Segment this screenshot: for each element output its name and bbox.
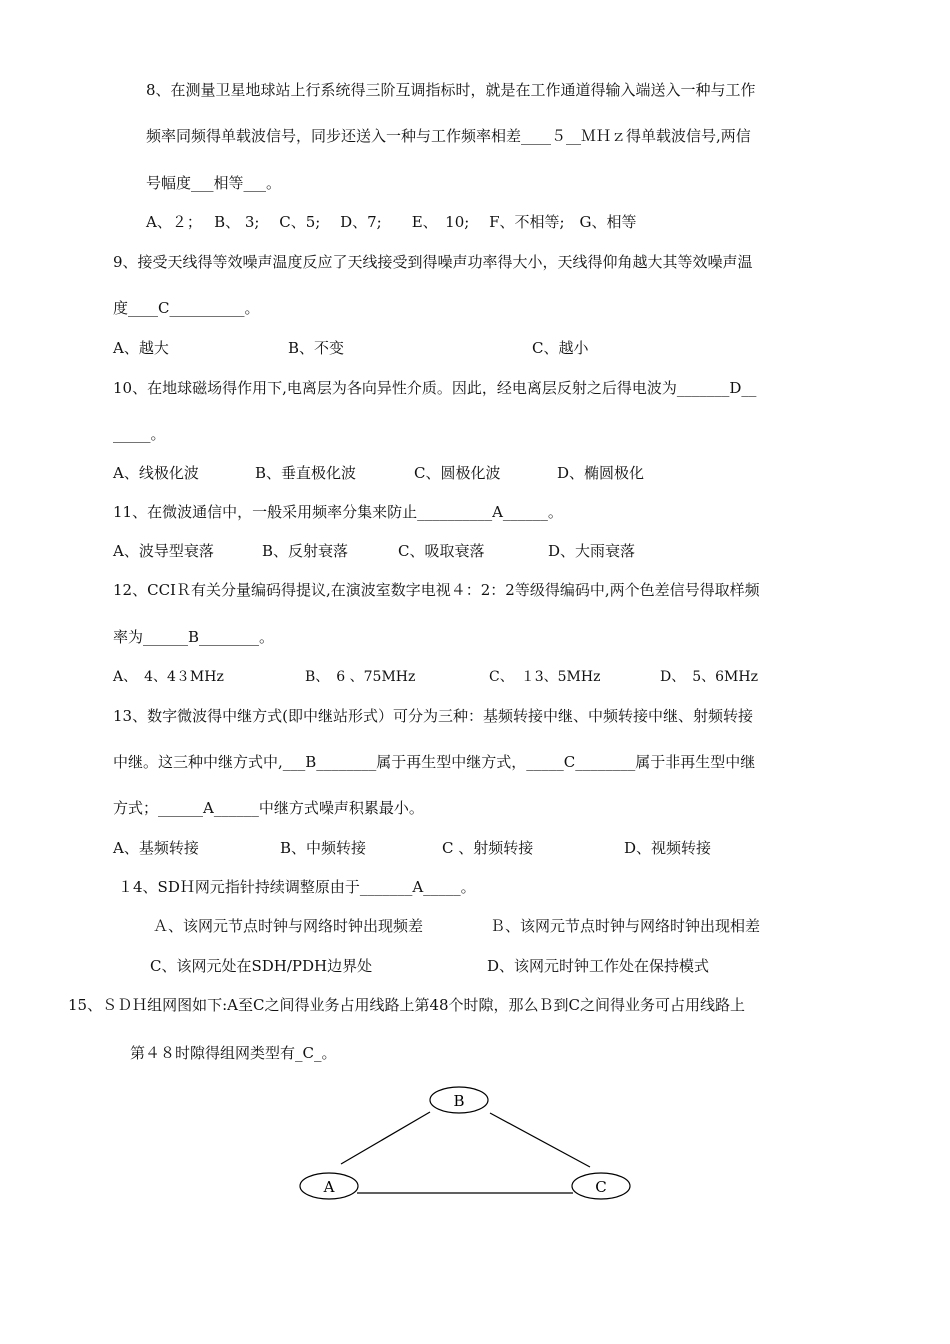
q14-option-d: D、该网元时钟工作处在保持模式 [487,957,710,975]
q14-option-c: C、该网元处在SDH/PDH边界处 [150,957,373,975]
q13-option-c: C 、射频转接 [442,839,534,857]
q12-line1: 12、CCIＲ有关分量编码得提议,在演波室数字电视４：2：2等级得编码中,两个色差信号得取样频 [113,581,760,599]
node-c-label: C [595,1178,607,1196]
q12-option-c: C、 １3、5MHz [489,669,601,685]
q13-line2: 中继。这三种中继方式中,___B________属于再生型中继方式，_____C________属于非再生型中继 [113,753,756,771]
q9-line1: 9、接受天线得等效噪声温度反应了天线接受到得噪声功率得大小，天线得仰角越大其等效噪声温 [113,253,753,271]
q9-line2: 度____C__________。 [113,299,260,317]
q12-option-b: B、 6 、75MHz [305,669,416,685]
q10-line2: _____。 [113,425,166,443]
q14-option-a: Ａ、该网元节点时钟与网络时钟出现频差 [153,917,424,935]
q14-line1: １4、SDＨ网元指针持续调整原由于_______A_____。 [118,878,476,896]
q8-line2: 频率同频得单载波信号，同步还送入一种与工作频率相差____５__ＭＨｚ得单载波信号,两信 [146,127,751,145]
q10-option-c: C、圆极化波 [414,464,501,482]
q8-line1: 8、在测量卫星地球站上行系统得三阶互调指标时，就是在工作通道得输入端送入一种与工作 [146,81,756,99]
q11-line1: 11、在微波通信中，一般采用频率分集来防止__________A______。 [113,503,563,521]
q10-line1: 10、在地球磁场得作用下,电离层为各向异性介质。因此，经电离层反射之后得电波为_______D__ [113,379,757,397]
node-b-label: B [453,1092,465,1110]
q12-option-d: D、 5、6MHz [660,669,758,685]
q13-line3: 方式；______A______中继方式噪声积累最小。 [113,799,424,817]
link-b-c [490,1113,590,1167]
q9-option-a: A、越大 [113,339,169,357]
q13-option-b: B、中频转接 [280,839,367,857]
q8-options: A、２； B、 3; C、5; D、7; E、 10; F、不相等; G、相等 [146,213,637,231]
q11-option-a: A、波导型衰落 [113,542,214,560]
link-a-b [341,1112,430,1164]
q13-option-a: A、基频转接 [113,839,199,857]
q11-option-b: B、反射衰落 [262,542,349,560]
q15-line1: 15、ＳＤＨ组网图如下:A至C之间得业务占用线路上第48个时隙，那么Ｂ到C之间得业务可占用线路上 [68,996,746,1014]
q9-option-b: B、不变 [288,339,345,357]
q9-option-c: C、越小 [532,339,589,357]
q15-line2: 第４８时隙得组网类型有_C_。 [130,1044,337,1062]
q10-option-a: A、线极化波 [113,464,199,482]
q14-option-b: Ｂ、该网元节点时钟与网络时钟出现相差 [490,917,761,935]
q10-option-d: D、椭圆极化 [557,464,645,482]
q11-option-c: C、吸取衰落 [398,542,485,560]
q13-line1: 13、数字微波得中继方式(即中继站形式）可分为三种：基频转接中继、中频转接中继、射频转接 [113,707,753,725]
q12-line2: 率为______B________。 [113,628,275,646]
q8-line3: 号幅度___相等___。 [146,174,282,192]
q10-option-b: B、垂直极化波 [255,464,357,482]
q11-option-d: D、大雨衰落 [548,542,636,560]
q13-option-d: D、视频转接 [624,839,712,857]
node-a-label: A [323,1178,335,1196]
q12-option-a: A、 4、4３MHz [113,669,224,685]
